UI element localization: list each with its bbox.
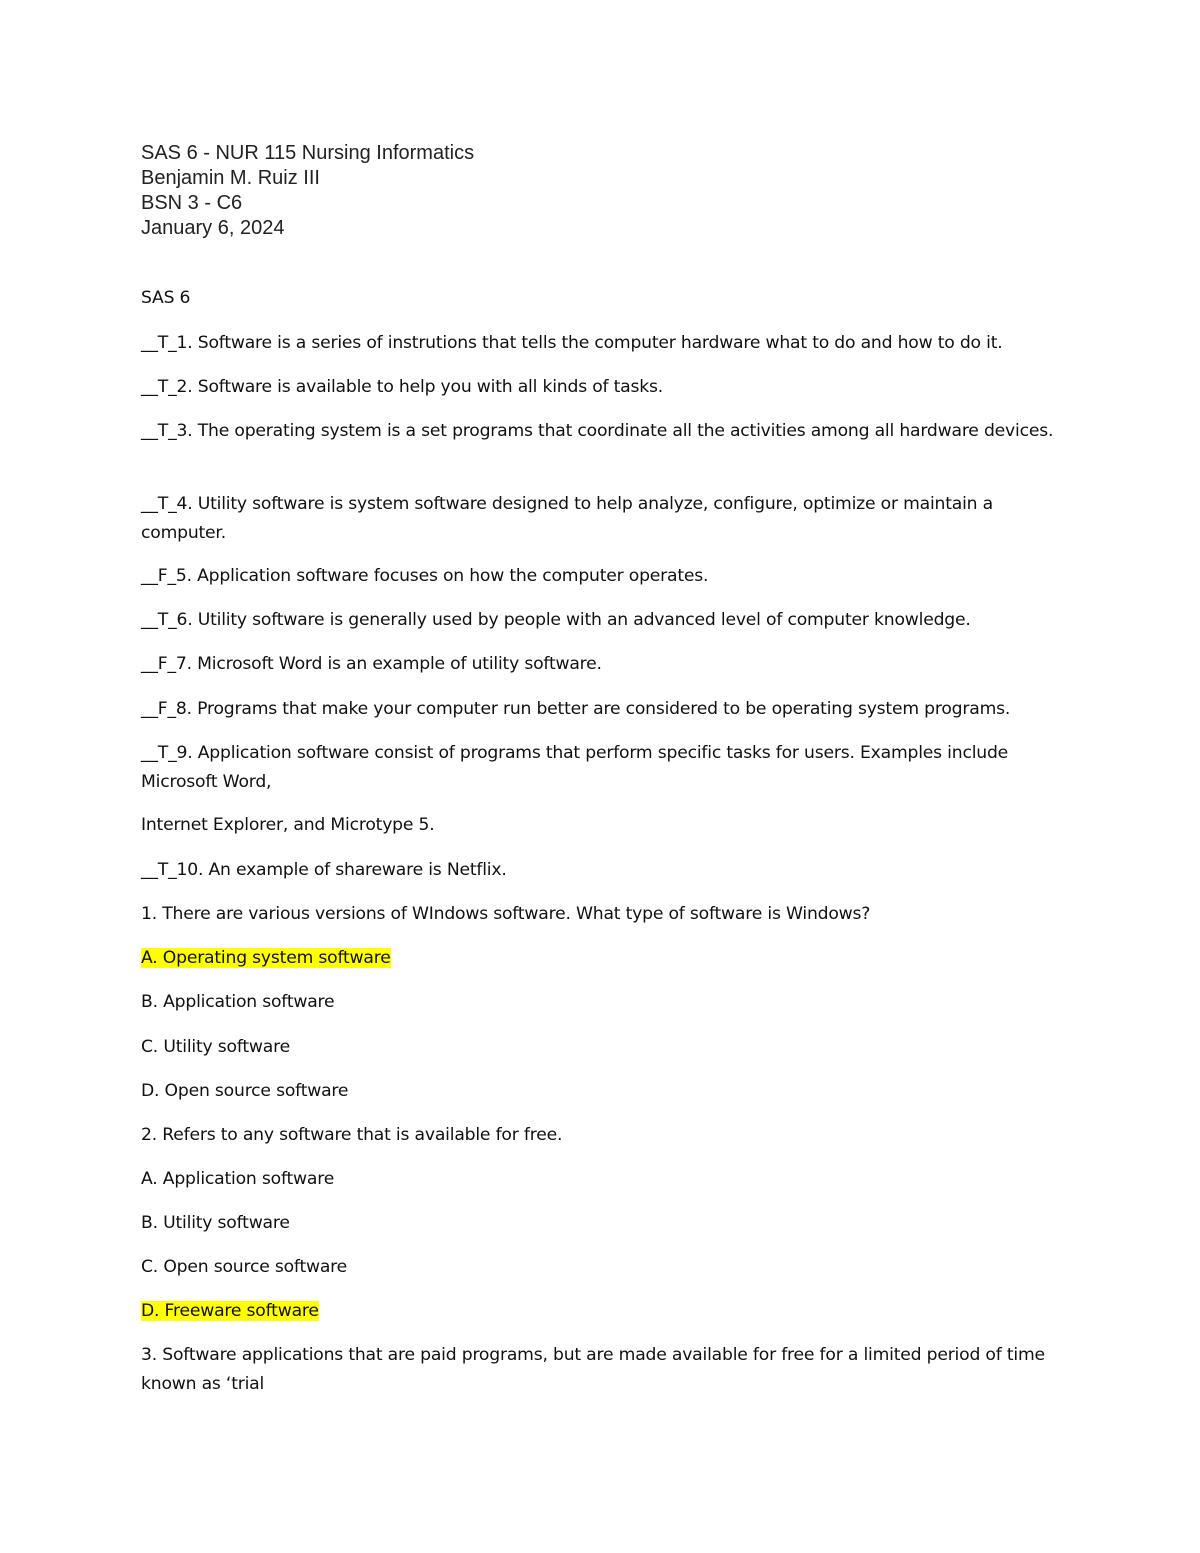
tf-item-9: __T_9. Application software consist of programs that perform specific tasks for users. Examples include Microsoft Word, <box>141 743 1009 792</box>
question-3: 3. Software applications that are paid programs, but are made available for free for a limited period of time known as ‘trial <box>141 1345 1045 1394</box>
question-2: 2. Refers to any software that is available for free. <box>141 1125 563 1145</box>
question-1-option-d: D. Open source software <box>141 1081 349 1101</box>
tf-item-9-continued: Internet Explorer, and Microtype 5. <box>141 815 435 835</box>
tf-item-2: __T_2. Software is available to help you with all kinds of tasks. <box>141 377 664 397</box>
answer-highlight: D. Freeware software <box>141 1301 319 1321</box>
tf-item-7: __F_7. Microsoft Word is an example of utility software. <box>141 654 602 674</box>
question-2-option-d <box>141 1297 1061 1326</box>
question-1-option-a <box>141 944 1061 973</box>
question-1-option-b: B. Application software <box>141 992 335 1012</box>
student-name: Benjamin M. Ruiz III <box>141 167 320 189</box>
tf-item-3: __T_3. The operating system is a set programs that coordinate all the activities among all hardware devices. <box>141 421 1054 441</box>
tf-item-5: __F_5. Application software focuses on how the computer operates. <box>141 566 709 586</box>
answer-highlight: A. Operating system software <box>141 948 391 968</box>
section-title: SAS 6 <box>141 288 191 308</box>
question-2-option-b: B. Utility software <box>141 1213 290 1233</box>
question-1-option-c: C. Utility software <box>141 1037 290 1057</box>
tf-item-10: __T_10. An example of shareware is Netflix. <box>141 860 507 880</box>
course-title: SAS 6 - NUR 115 Nursing Informatics <box>141 142 475 164</box>
question-2-option-a: A. Application software <box>141 1169 335 1189</box>
question-1: 1. There are various versions of WIndows software. What type of software is Windows? <box>141 904 871 924</box>
tf-item-8: __F_8. Programs that make your computer run better are considered to be operating system programs. <box>141 699 1011 719</box>
document-date: January 6, 2024 <box>141 217 285 239</box>
question-2-option-c: C. Open source software <box>141 1257 348 1277</box>
tf-item-6: __T_6. Utility software is generally used by people with an advanced level of computer knowledge. <box>141 610 971 630</box>
tf-item-1: __T_1. Software is a series of instrutions that tells the computer hardware what to do and how to do it. <box>141 333 1003 353</box>
document-header <box>141 141 474 241</box>
student-section: BSN 3 - C6 <box>141 192 243 214</box>
tf-item-4: __T_4. Utility software is system software designed to help analyze, configure, optimize or maintain a computer. <box>141 494 993 543</box>
